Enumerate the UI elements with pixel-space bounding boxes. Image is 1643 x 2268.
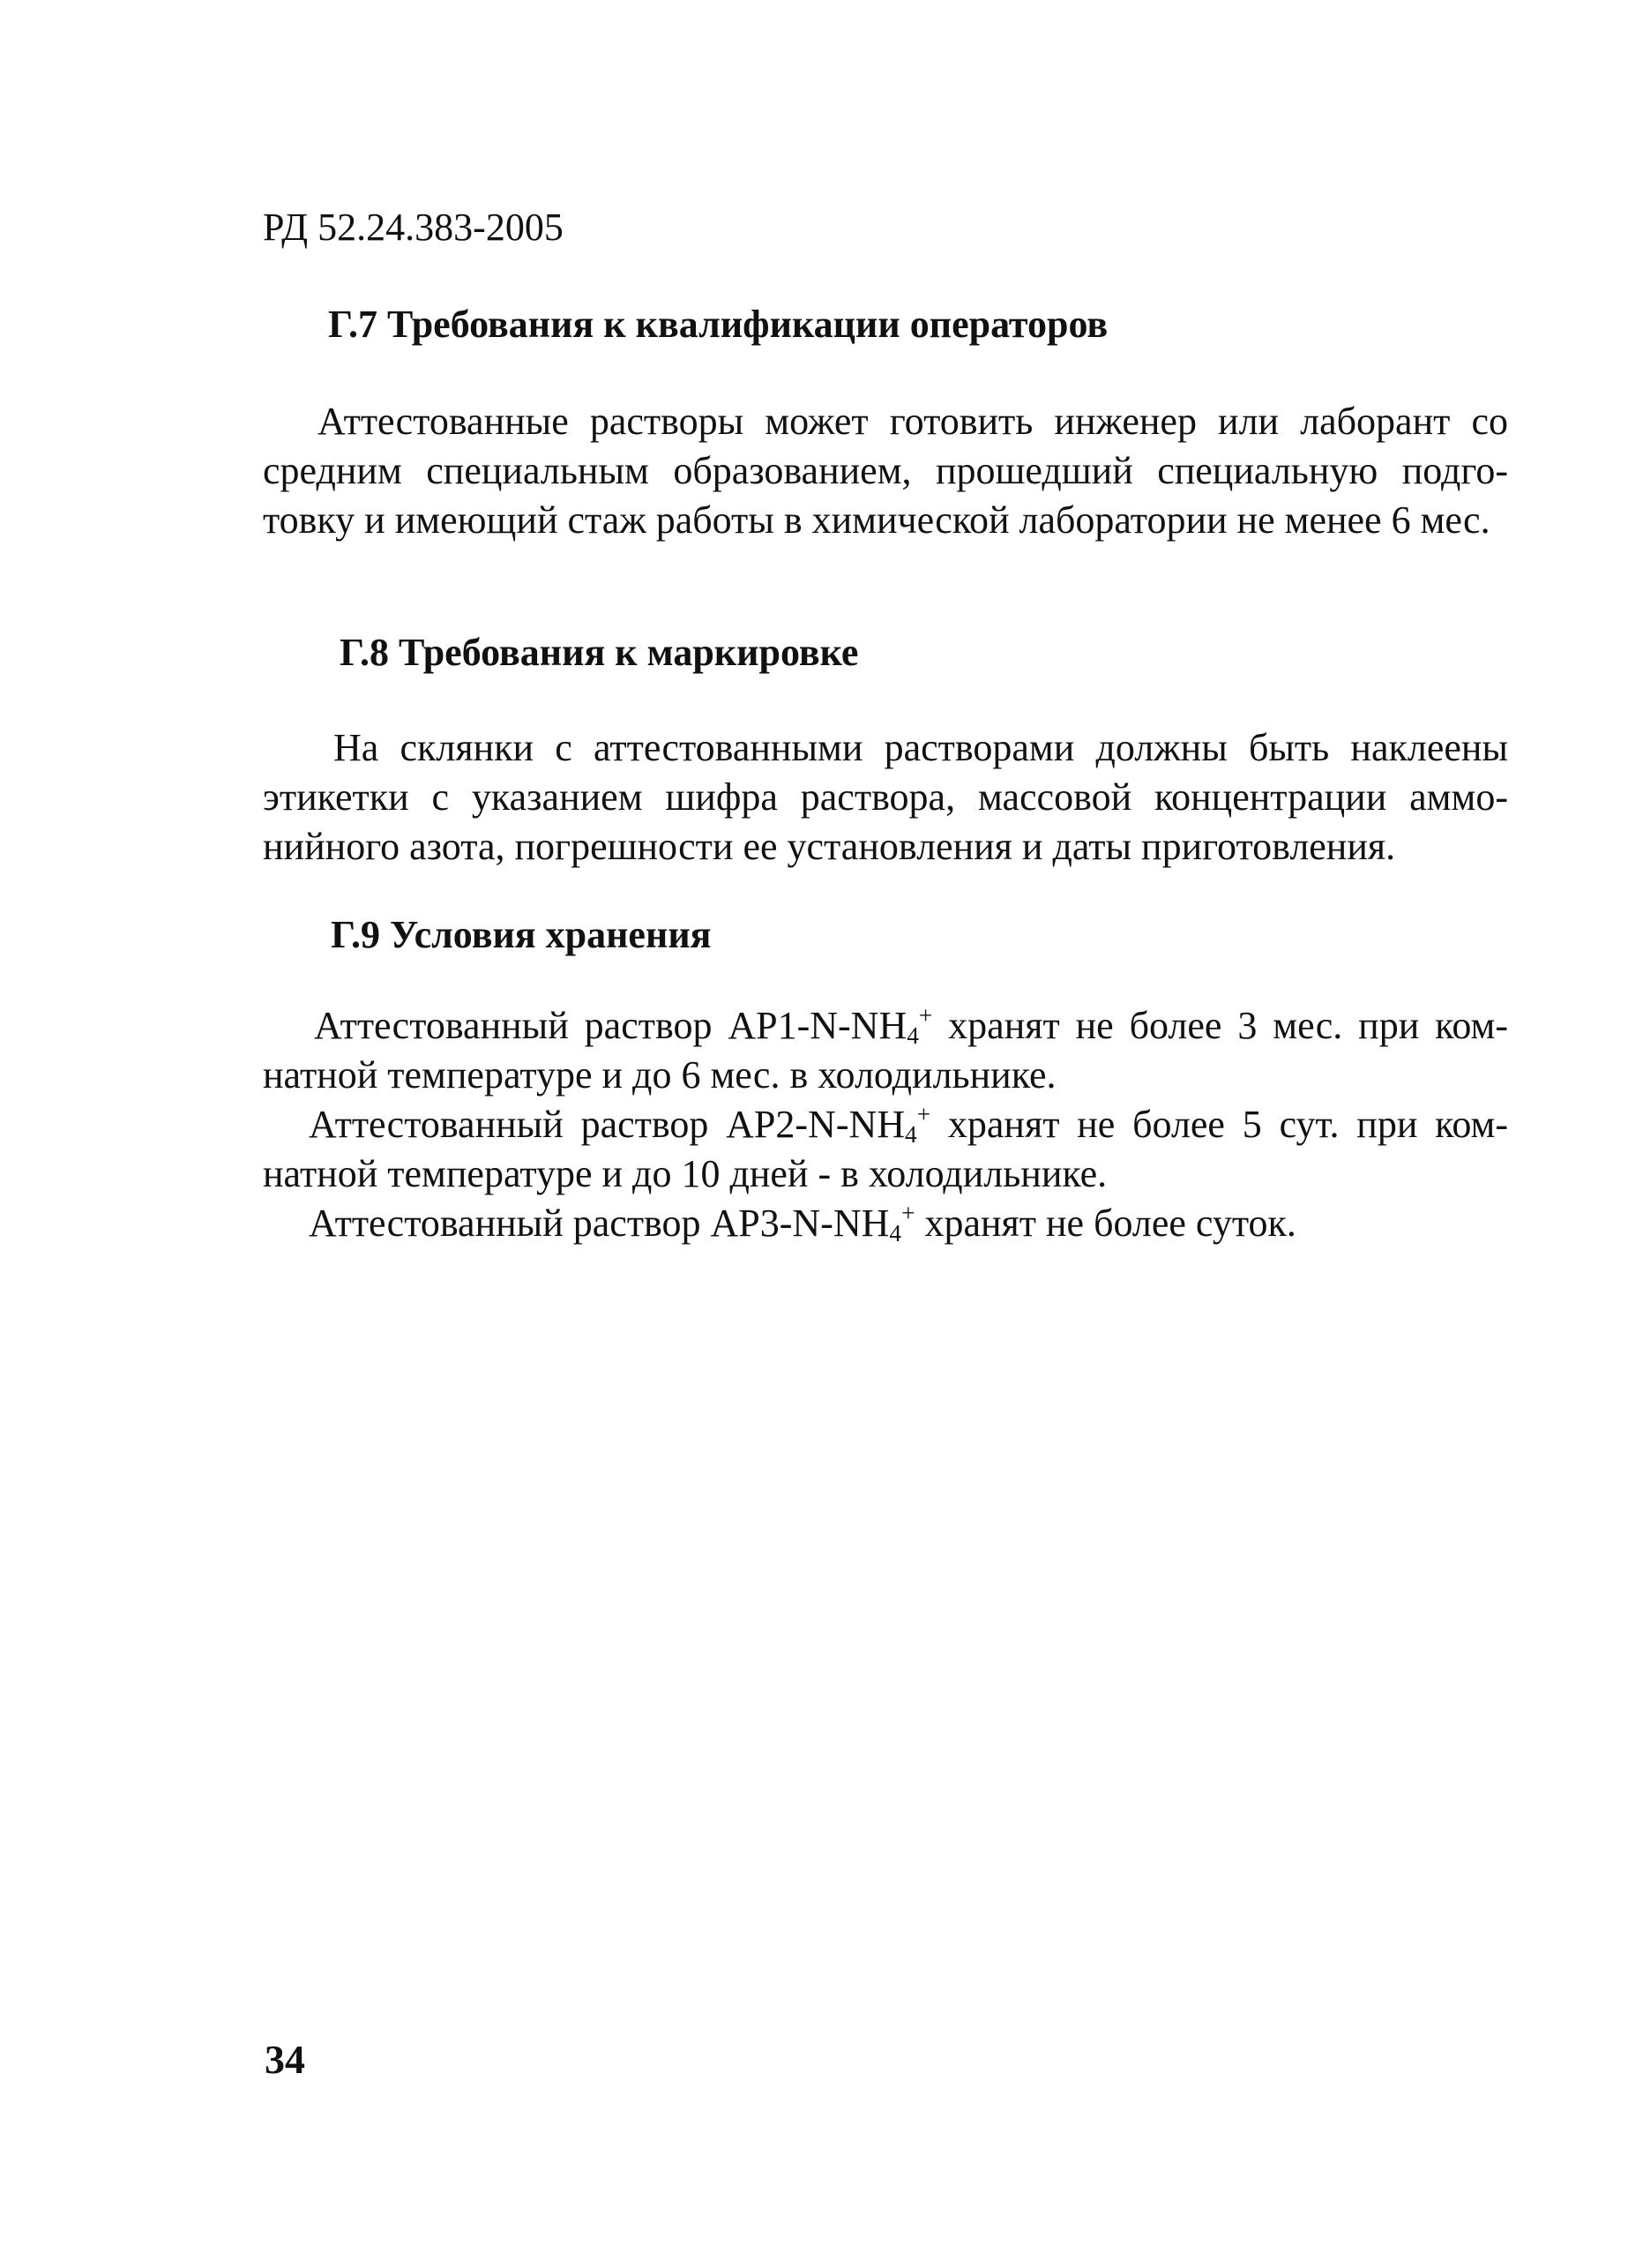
section-heading-g7: Г.7 Требования к квалификации операторов <box>328 303 1109 346</box>
section-heading-g9: Г.9 Условия хранения <box>331 913 712 956</box>
storage-item-ar1: Аттестованный раствор $АР1-N-NH_4^+$ хранят не более 3 мес. при ком-натной температуре и до 6 мес. в холодильнике. <box>263 1002 1508 1097</box>
storage-item-ar3: Аттестованный раствор $АР3-N-NH_4^+$ хранят не более суток. <box>309 1200 1296 1246</box>
section-text-g9 <box>263 1001 1508 1248</box>
section-heading-g8: Г.8 Требования к маркировке <box>340 631 859 674</box>
storage-item-ar2: Аттестованный раствор $АР2-N-NH_4^+$ хранят не более 5 сут. при ком-натной температуре и до 10 дней - в холодильнике. <box>263 1101 1508 1195</box>
page-number: 34 <box>265 2037 305 2082</box>
section-text-g8: На склянки с аттестованными растворами должны быть наклеены этикетки с указанием шифра раствора, массовой концентрации аммо-нийного азота, погрешности ее установления и даты приготовления. <box>263 726 1508 868</box>
document-code: РД 52.24.383-2005 <box>263 206 564 249</box>
section-text-g7: Аттестованные растворы может готовить инженер или лаборант со средним специальным образованием, прошедший специальную подго-товку и имеющий стаж работы в химической лаборатории не менее 6 мес. <box>263 400 1508 542</box>
